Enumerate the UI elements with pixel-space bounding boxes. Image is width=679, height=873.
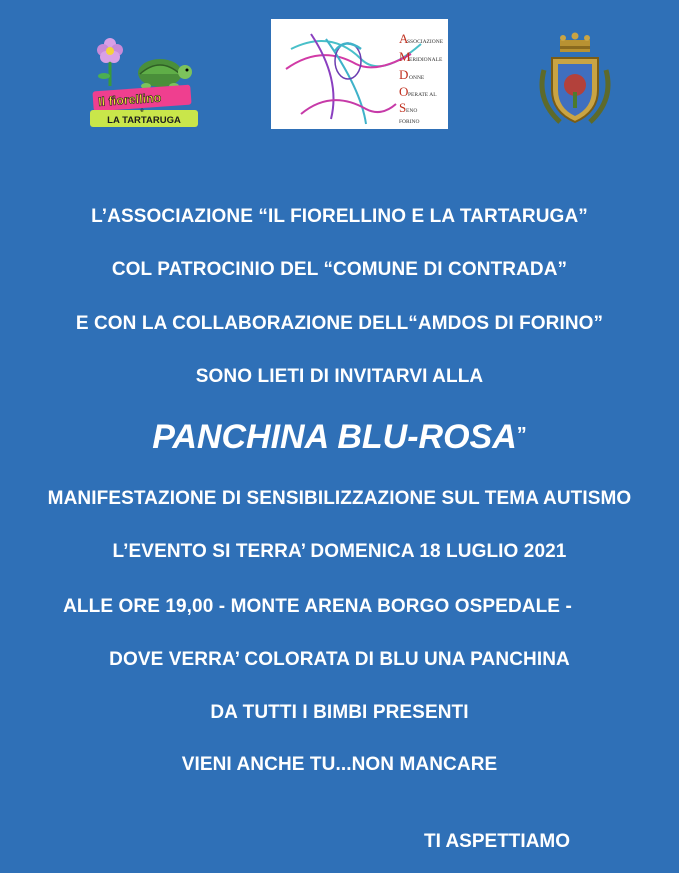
amdos-word-1: SSOCIAZIONE bbox=[407, 39, 444, 45]
text-line-associazione: L’ASSOCIAZIONE “IL FIORELLINO E LA TARTARUGA” bbox=[91, 206, 588, 227]
text-line-invito: SONO LIETI DI INVITARVI ALLA bbox=[195, 366, 484, 387]
amdos-word-forino: FORINO bbox=[399, 119, 420, 125]
amdos-word-5: ENO bbox=[406, 108, 418, 114]
text-line-patrocinio: COL PATROCINIO DEL “COMUNE DI CONTRADA” bbox=[111, 259, 568, 280]
text-line-panchina: DOVE VERRA’ COLORATA DI BLU UNA PANCHINA bbox=[109, 649, 570, 670]
fiorellino-tartaruga-logo bbox=[88, 36, 203, 131]
coat-of-arms-logo bbox=[530, 30, 620, 132]
amdos-word-3: ONNE bbox=[409, 75, 425, 81]
amdos-letter-m: M bbox=[399, 49, 411, 64]
text-line-data-evento: L’EVENTO SI TERRA’ DOMENICA 18 LUGLIO 2021 bbox=[112, 541, 567, 562]
closing-signature: TI ASPETTIAMO bbox=[424, 831, 571, 852]
event-title bbox=[0, 418, 679, 457]
amdos-word-4: PERATE AL bbox=[408, 92, 437, 98]
amdos-letter-o: O bbox=[399, 84, 409, 99]
logo-text-fiorellino: Il fiorellino bbox=[97, 90, 162, 110]
logo-text-tartaruga: LA TARTARUGA bbox=[107, 115, 181, 126]
event-title-quote: ” bbox=[516, 424, 527, 446]
text-line-vieni: VIENI ANCHE TU...NON MANCARE bbox=[181, 754, 498, 775]
flower-turtle-icon bbox=[88, 36, 203, 131]
amdos-logo bbox=[271, 19, 448, 129]
municipal-coat-of-arms-icon bbox=[530, 30, 620, 132]
text-line-manifestazione: MANIFESTAZIONE DI SENSIBILIZZAZIONE SUL TEMA AUTISMO bbox=[47, 488, 632, 509]
event-title-text: PANCHINA BLU-ROSA bbox=[152, 418, 517, 456]
logo-text-e: e bbox=[140, 108, 144, 114]
amdos-word-2: ERIDIONALE bbox=[409, 57, 443, 63]
text-line-orario-luogo: ALLE ORE 19,00 - MONTE ARENA BORGO OSPEDALE - bbox=[63, 596, 572, 617]
text-line-collaborazione: E CON LA COLLABORAZIONE DELL“AMDOS DI FORINO” bbox=[75, 313, 604, 334]
amdos-woman-icon bbox=[271, 19, 448, 129]
amdos-letter-s: S bbox=[399, 100, 407, 115]
text-line-bimbi: DA TUTTI I BIMBI PRESENTI bbox=[210, 702, 469, 723]
amdos-letter-a: A bbox=[399, 31, 409, 46]
amdos-letter-d: D bbox=[399, 67, 409, 82]
